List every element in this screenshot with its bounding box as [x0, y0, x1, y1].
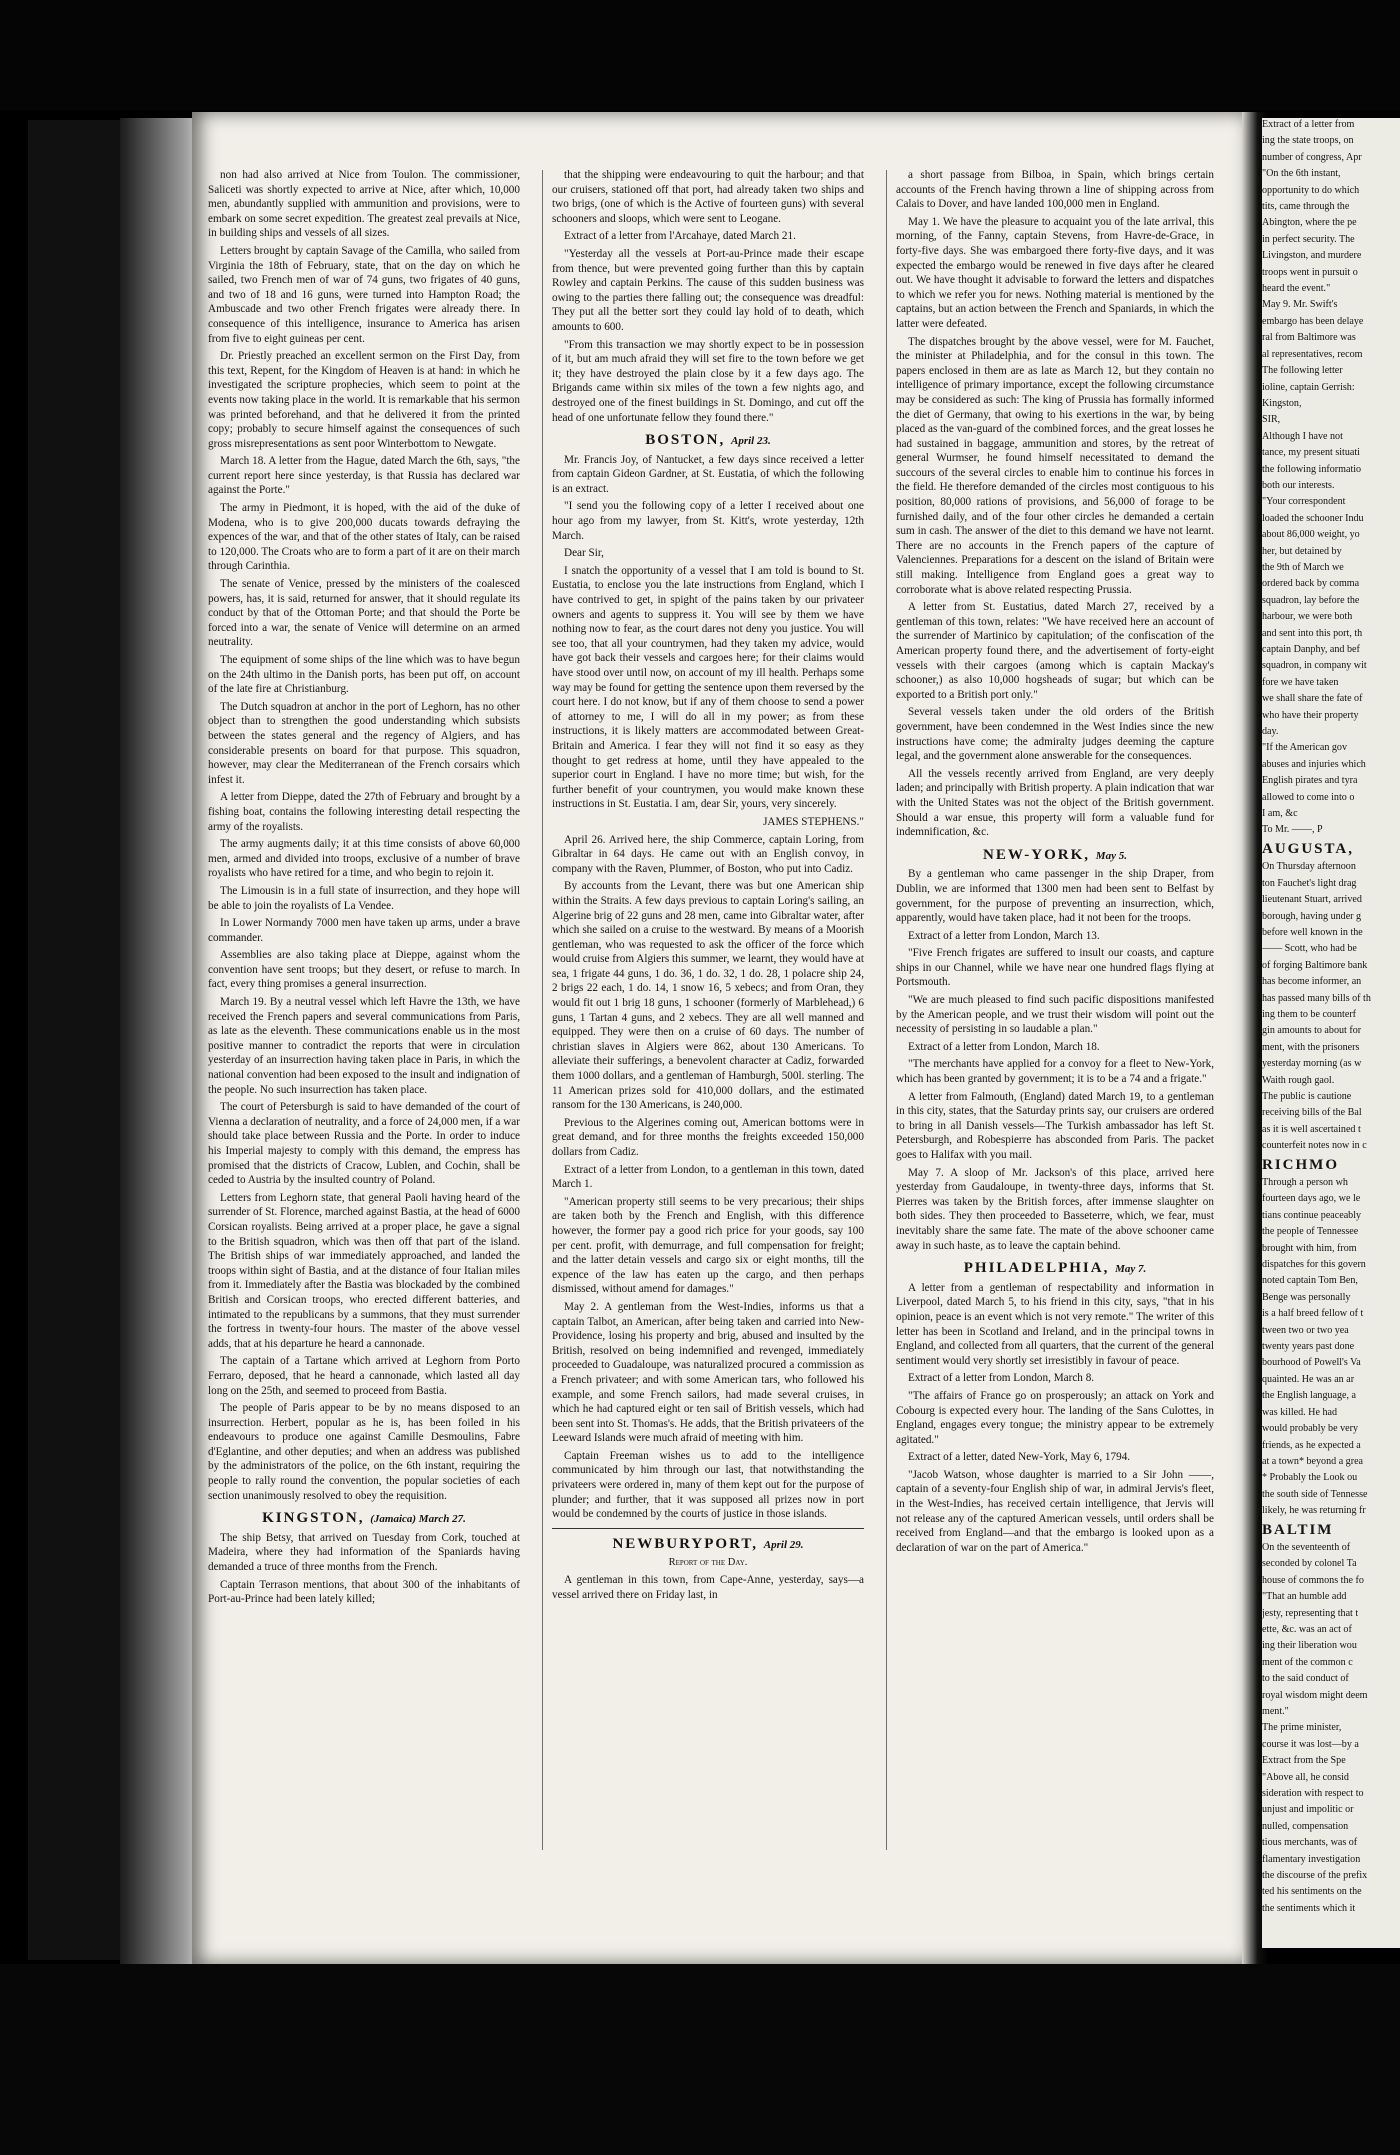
- article-paragraph: Dear Sir,: [564, 547, 604, 560]
- facing-line: the south side of Tennesse: [1262, 1488, 1368, 1500]
- facing-line: we shall share the fate of: [1262, 693, 1363, 705]
- bottom-border: [0, 1964, 1400, 2155]
- section-heading: [1262, 1521, 1400, 1538]
- facing-line: I am, &c: [1262, 808, 1298, 820]
- facing-line: the following informatio: [1262, 463, 1362, 475]
- article-paragraph: By accounts from the Levant, there was but one American ship within the Straits. A few days previous to captain Loring's sailing, an Algerine brig of 22 guns and 28 men, came into Gibraltar water, after which she sailed on a cruise to the westward. By means of a Moorish gentleman, who was requested to ask the officer of the force which would cruise from Algiers this summer, we learnt, they would have at sea, 1 frigate 44 guns, 1 do. 36, 1 do. 32, 1 do. 28, 1 polacre ship 24, 2 brigs 22 each, 1 do. 14, 1 snow 16, 5 xebecs; and from Oran, they would fit out 1 brig 18 guns, 1 schooner (formerly of Marblehead,) 6 guns, 1 Tartan 4 guns, and 2 xebecs. They are all well manned and equipped. They were then on a cruise of 60 days. The number of christian slaves in Algiers were 862, about 130 Americans. To alleviate their sufferings, a benevolent character at Cadiz, forwarded them 1000 dollars, and a gentleman of Hamburgh, 500l. sterling. The 11 American prizes sold for 410,000 dollars, and the estimated ransom for the 130 Americans, is 240,000.: [552, 880, 864, 1112]
- facing-line: "On the 6th instant,: [1262, 168, 1341, 180]
- facing-line: "That an humble add: [1262, 1591, 1347, 1603]
- report-subheading: Report of the Day.: [668, 1557, 748, 1569]
- heading-place: NEW-YORK,: [983, 846, 1091, 863]
- facing-line: Abington, where the pe: [1262, 217, 1357, 229]
- facing-line: The following letter: [1262, 365, 1343, 377]
- facing-line: "If the American gov: [1262, 742, 1347, 754]
- facing-line: of forging Baltimore bank: [1262, 959, 1368, 971]
- article-paragraph: April 26. Arrived here, the ship Commerce, captain Loring, from Gibraltar in 64 days. He came out with an English convoy, in company with the Raven, Plummer, of Boston, who put into Cadiz.: [552, 833, 864, 875]
- article-paragraph: The Dutch squadron at anchor in the port of Leghorn, has no other object than to strengthen the good understanding which subsists between the states general and the regency of Algiers, and has considerable presents on board for that purpose. This squadron, however, may clear the Mediterranean of the French corsairs which infest it.: [208, 700, 520, 786]
- article-paragraph: Previous to the Algerines coming out, American bottoms were in great demand, and for three months the freights exceeded 150,000 dollars from Cadiz.: [552, 1116, 864, 1158]
- facing-line: Extract of a letter from: [1262, 119, 1355, 130]
- facing-line: May 9. Mr. Swift's: [1262, 299, 1338, 311]
- facing-line: captain Danphy, and bef: [1262, 644, 1360, 655]
- article-paragraph: "I send you the following copy of a letter I received about one hour ago from my lawyer, from St. Kitt's, wrote yesterday, 12th March.: [552, 500, 864, 542]
- facing-line: friends, as he expected a: [1262, 1439, 1361, 1451]
- article-paragraph: The people of Paris appear to be by no means disposed to an insurrection. Herbert, popular as he is, has been foiled in his endeavours to produce one against Camille Desmoulins, Fabre d'Eglantine, and other deputies; and when an address was published by the administrators of the police, on the 6th instant, requiring the people to rally round the convention, the popular societies of each section unanimously resolved to obey the requisition.: [208, 1402, 520, 1502]
- article-paragraph: The court of Petersburgh is said to have demanded of the court of Vienna a declaration of neutrality, and a force of 24,000 men, if a war should take place between Russia and the Porte. In order to induce his Imperial majesty to comply with this demand, the empress has promised that the districts of Cracow, Lublen, and Cochin, shall be ceded to Austria by the insulted country of Poland.: [208, 1101, 520, 1187]
- facing-line: who have their property: [1262, 709, 1359, 721]
- facing-line: would probably be very: [1262, 1423, 1358, 1435]
- heading-place: PHILADELPHIA,: [963, 1260, 1110, 1277]
- facing-line: ted his sentiments on the: [1262, 1886, 1362, 1898]
- heading-place: KINGSTON,: [262, 1510, 365, 1527]
- facing-line: tious merchants, was of: [1262, 1837, 1358, 1849]
- article-paragraph: May 7. A sloop of Mr. Jackson's of this place, arrived here yesterday from Gaudaloupe, in twenty-three days, informs that St. Pierres was taken by the British forces, after immense slaughter on both sides. They then proceeded to Basseterre, which, we fear, must inevitably share the same fate. The mate of the above schooner came away in such haste, as to leave the captain behind.: [896, 1166, 1214, 1252]
- article-paragraph: Captain Freeman wishes us to add to the intelligence communicated by him through our last, that notwithstanding the privateers were ordered in, many of them kept out for the purpose of plunder; and further, that it was supposed all prizes now in port would be condemned by the courts of justice in those islands.: [552, 1449, 864, 1521]
- facing-line: counterfeit notes now in c: [1262, 1140, 1367, 1152]
- section-heading: [552, 433, 864, 449]
- facing-page: [1262, 118, 1400, 1948]
- facing-line: borough, having under g: [1262, 910, 1362, 922]
- facing-line: On the seventeenth of: [1262, 1541, 1351, 1553]
- article-paragraph: Dr. Priestly preached an excellent sermon on the First Day, from this text, Repent, for the Kingdom of Heaven is at hand: in which he investigated the scripture prophecies, which seem to point at the events now taking place in the world. It is remarkable that his sermon was printed beforehand, and that he delivered it from the printed copy; probably to secure himself against the consequences of such gross misrepresentations as sent poor Winterbottom to Newgate.: [208, 350, 520, 450]
- article-paragraph: Extract of a letter from London, March 8.: [908, 1372, 1095, 1385]
- article-paragraph: Assemblies are also taking place at Dieppe, against whom the convention have sent troops; but they desert, or refuse to march. In fact, every thing promises a general insurrection.: [208, 949, 520, 991]
- facing-line: her, but detained by: [1262, 545, 1342, 557]
- heading-place: BOSTON,: [645, 432, 726, 449]
- facing-line: fore we have taken: [1262, 676, 1339, 688]
- article-paragraph: March 19. By a neutral vessel which left Havre the 13th, we have received the French papers and several communications from Paris, as late as the eleventh. These communications enable us in the most positive manner to contradict the reports that were in circulation yesterday of an insurrection having taken place in Paris, in which the national convention had been exposed to the insult and indignation of the people. No such insurrection has taken place.: [208, 996, 520, 1096]
- article-paragraph: that the shipping were endeavouring to quit the harbour; and that our cruisers, stationed off that port, had already taken two ships and two brigs, (one of which is the Active of fourteen guns) with several schooners and sloops, which were sent to Leogane.: [552, 169, 864, 225]
- article-paragraph: Extract of a letter from London, March 18.: [908, 1040, 1100, 1053]
- divider: [552, 1528, 864, 1529]
- facing-line: allowed to come into o: [1262, 791, 1355, 803]
- facing-line: yesterday morning (as w: [1262, 1058, 1362, 1070]
- facing-line: at a town* beyond a grea: [1262, 1455, 1364, 1467]
- facing-line: and sent into this port, th: [1262, 627, 1363, 639]
- facing-line: loaded the schooner Indu: [1262, 512, 1364, 524]
- article-paragraph: The army augments daily; it at this time consists of above 60,000 men, armed and divided into troops, exclusive of a number of brave royalists who have retired for a time, and who begin to rejoin it.: [208, 838, 520, 880]
- facing-line: has passed many bills of th: [1262, 992, 1371, 1004]
- facing-line: al representatives, recom: [1262, 348, 1363, 360]
- facing-line: both our interests.: [1262, 479, 1335, 491]
- facing-line: Waith rough gaol.: [1262, 1074, 1335, 1086]
- facing-line: On Thursday afternoon: [1262, 861, 1356, 873]
- binding-edge: [120, 118, 200, 1968]
- article-paragraph: Extract of a letter from London, March 13.: [908, 929, 1100, 942]
- facing-line: royal wisdom might deem: [1262, 1689, 1368, 1701]
- facing-line: the people of Tennessee: [1262, 1226, 1359, 1238]
- facing-line: ing their liberation wou: [1262, 1640, 1357, 1652]
- article-paragraph: Extract of a letter, dated New-York, May 6, 1794.: [908, 1451, 1131, 1464]
- facing-line: ment, with the prisoners: [1262, 1041, 1360, 1053]
- article-paragraph: The captain of a Tartane which arrived at Leghorn from Porto Ferraro, deposed, that he heard a cannonade, which lasted all day long on the 25th, and seemed to proceed from Bastia.: [208, 1355, 520, 1397]
- facing-line: embargo has been delaye: [1262, 315, 1364, 327]
- section-heading: [896, 1261, 1214, 1277]
- facing-line: The public is cautione: [1262, 1090, 1352, 1102]
- facing-line: is a half breed fellow of t: [1262, 1308, 1364, 1320]
- facing-line: jesty, representing that t: [1262, 1607, 1359, 1619]
- facing-line: tians continue peaceably: [1262, 1209, 1362, 1221]
- section-heading: [896, 848, 1214, 864]
- facing-line: the 9th of March we: [1262, 561, 1344, 573]
- article-paragraph: All the vessels recently arrived from England, are very deeply laden; and principally with British property. A plain indication that war with the United States was not the object of the British government. Should a war ensue, this property will form a valuable fund for indemnification, &c.: [896, 767, 1214, 839]
- facing-page-column: [1262, 118, 1400, 1918]
- top-border: [0, 0, 1400, 110]
- heading-place: AUGUSTA,: [1262, 840, 1354, 857]
- facing-line: as it is well ascertained t: [1262, 1123, 1361, 1135]
- facing-line: gin amounts to about for: [1262, 1025, 1362, 1037]
- facing-line: squadron, lay before the: [1262, 594, 1360, 606]
- article-paragraph: By a gentleman who came passenger in the ship Draper, from Dublin, we are informed that 1300 men had been sent to Belfast by government, for the purpose of preventing an insurrection, which, apparently, would have taken place, had it not been for the troops.: [896, 868, 1214, 925]
- facing-line: Although I have not: [1262, 430, 1343, 442]
- column-rule: [886, 170, 887, 1850]
- heading-place: NEWBURYPORT,: [612, 1535, 759, 1552]
- article-paragraph: Letters from Leghorn state, that general Paoli having heard of the surrender of St. Florence, marched against Bastia, at the head of 6000 Corsican royalists. Being arrived at a proper place, he gave a signal to the British squadron, which was then off that part of the island. The British ships of war immediately approached, and landed the troops within sight of Bastia, and at the distance of four Italian miles from it. Immediately after the Bastia was blockaded by the combined British and Corsican troops, who erected different batteries, and intimated to the republicans by a summons, that they must surrender the fortress in twenty-four hours. The master of the above vessel adds, that at his departure he heard a cannonade.: [208, 1191, 520, 1350]
- article-paragraph: Letters brought by captain Savage of the Camilla, who sailed from Virginia the 18th of February, state, that on the day on which he sailed, two French men of war of 74 guns, two frigates of 40 guns, and two of 18 and 16 guns, were turned into Hampton Road; the Ambuscade and two other French frigates were already there. In consequence of this intelligence, insurance to America has arisen from five to eight guineas per cent.: [208, 244, 520, 345]
- facing-line: nulled, compensation: [1262, 1820, 1349, 1832]
- facing-line: "Your correspondent: [1262, 496, 1346, 508]
- facing-line: receiving bills of the Bal: [1262, 1107, 1362, 1119]
- facing-line: tits, came through the: [1262, 201, 1350, 213]
- facing-line: was killed. He had: [1262, 1406, 1338, 1418]
- article-paragraph: Extract of a letter from l'Arcahaye, dated March 21.: [564, 230, 796, 243]
- article-paragraph: A gentleman in this town, from Cape-Anne, yesterday, says—a vessel arrived there on Friday last, in: [552, 1574, 864, 1601]
- facing-line: ment of the common c: [1262, 1656, 1353, 1668]
- facing-line: squadron, in company wit: [1262, 660, 1367, 672]
- facing-line: to the said conduct of: [1262, 1673, 1349, 1685]
- article-paragraph: A letter from St. Eustatius, dated March 27, received by a gentleman of this town, relates: "We have received here an account of the surrender of Martinico by capitulation; of the confiscation of the American property found there, and the advertisement of forty-eight vessels with their cargoes (among which is captain Mackay's schooner,) as also 10,000 hogsheads of sugar; but which can be exported to a British port only.": [896, 601, 1214, 701]
- facing-line: troops went in pursuit o: [1262, 266, 1358, 278]
- section-heading: [1262, 1156, 1400, 1173]
- facing-line: fourteen days ago, we le: [1262, 1193, 1361, 1205]
- article-paragraph: March 18. A letter from the Hague, dated March the 6th, says, "the current report here since yesterday, is that Russia has declared war against the Porte.": [208, 455, 520, 497]
- article-paragraph: May 1. We have the pleasure to acquaint you of the late arrival, this morning, of the Fanny, captain Stevens, from Havre-de-Grace, in forty-five days. She was embargoed there forty-five days, and it was expected the embargo would be renewed in five days after he cleared out. We have thought it advisable to forward the letters and dispatches to which we refer you for news. Nothing material is mentioned by the captains, but an action between the French and Spaniards, in which the latter were defeated.: [896, 215, 1214, 330]
- heading-date: April 23.: [731, 435, 771, 448]
- article-paragraph: A letter from Falmouth, (England) dated March 19, to a gentleman in this city, states, that the Saturday prints say, our cruisers are ordered to bring in all Danish vessels—The Turkish ambassador has left St. Petersburgh, and Robespierre has absconded from Paris. The packet goes to Halifax with you mail.: [896, 1090, 1214, 1161]
- article-paragraph: The ship Betsy, that arrived on Tuesday from Cork, touched at Madeira, where they had information of the Spaniards having demanded a truce of three months from the French.: [208, 1531, 520, 1574]
- facing-line: flamentary investigation: [1262, 1853, 1361, 1865]
- article-paragraph: The dispatches brought by the above vessel, were for M. Fauchet, the minister at Philadelphia, and for the consul in this town. The papers enclosed in them are as late as March 12, but they contain no intelligence of primary importance, except the following circumstance may be considered as such: The king of Prussia has formally informed the diet of Germany, that owing to his exertions in the war, by being placed as the van-guard of the combined forces, and the great losses he had sustained in baggage, ammunition and stores, by the retreat of general Wurmser, he found himself necessitated to demand the succours of the several circles to enable him to continue his forces in the field. He therefore demanded of the circles most contiguous to his position, 80,000 rations of provisions, and 56,000 of forage to be furnished daily, and of the four other circles he demanded a certain sum in cash. The answer of the diet to this demand we have not learnt. There are no accounts in the French papers of the capture of Valenciennes. Preparations for a descent on the island of Britain were still making. Intelligence from England goes a great way to corroborate what is above related respecting Prussia.: [896, 335, 1214, 596]
- facing-line: The prime minister,: [1262, 1722, 1342, 1734]
- facing-line: Through a person wh: [1262, 1177, 1348, 1188]
- facing-line: tween two or two yea: [1262, 1324, 1349, 1336]
- facing-line: Benge was personally: [1262, 1291, 1351, 1303]
- article-paragraph: "From this transaction we may shortly expect to be in possession of it, but am much afraid they will set fire to the town before we get it; they have destroyed the plain close by it a few days ago. The Brigands came within six miles of the town a few nights ago, and destroyed one of the finest buildings in St. Domingo, and cut off the head of one unfortunate fellow they found there.": [552, 338, 864, 424]
- facing-line: Kingston,: [1262, 397, 1302, 409]
- heading-date: May 5.: [1095, 849, 1127, 862]
- section-heading: [208, 1511, 520, 1527]
- facing-line: house of commons the fo: [1262, 1574, 1364, 1586]
- article-paragraph: "We are much pleased to find such pacific dispositions manifested by the American people, and we trust their wisdom will point out the necessity of persisting in so laudable a plan.": [896, 994, 1214, 1036]
- article-paragraph: Mr. Francis Joy, of Nantucket, a few days since received a letter from captain Gideon Gardner, at St. Eustatia, of which the following is an extract.: [552, 453, 864, 495]
- facing-line: heard the event.": [1262, 283, 1331, 295]
- column-2: [552, 168, 864, 1605]
- facing-line: ton Fauchet's light drag: [1262, 877, 1357, 889]
- facing-line: opportunity to do which: [1262, 184, 1360, 196]
- facing-line: has become informer, an: [1262, 976, 1362, 988]
- facing-line: course it was lost—by a: [1262, 1738, 1359, 1750]
- facing-line: about 86,000 weight, yo: [1262, 529, 1360, 541]
- facing-line: dispatches for this govern: [1262, 1259, 1366, 1271]
- section-heading: [552, 1537, 864, 1553]
- facing-line: tance, my present situati: [1262, 447, 1360, 459]
- facing-line: lieutenant Stuart, arrived: [1262, 894, 1362, 906]
- facing-line: bourhood of Powell's Va: [1262, 1357, 1361, 1369]
- facing-line: Extract from the Spe: [1262, 1755, 1346, 1767]
- heading-place: RICHMO: [1262, 1156, 1339, 1173]
- facing-line: the sentiments which it: [1262, 1902, 1356, 1914]
- facing-line: SIR,: [1262, 414, 1281, 426]
- heading-place: BALTIM: [1262, 1521, 1334, 1538]
- article-paragraph: A letter from Dieppe, dated the 27th of February and brought by a fishing boat, contains the following interesting detail respecting the army of the royalists.: [208, 791, 520, 833]
- facing-line: English pirates and tyra: [1262, 775, 1358, 787]
- facing-line: noted captain Tom Ben,: [1262, 1275, 1358, 1287]
- article-paragraph: The senate of Venice, pressed by the ministers of the coalesced powers, has, it is said, returned for answer, that it should regulate its conduct by that of the Ottoman Porte; and that should the Porte be forced into a war, the senate of Venice will determine on an armed neutrality.: [208, 578, 520, 649]
- facing-line: ette, &c. was an act of: [1262, 1623, 1352, 1635]
- article-paragraph: Captain Terrason mentions, that about 300 of the inhabitants of Port-au-Prince had been lately killed;: [208, 1578, 520, 1606]
- article-paragraph: non had also arrived at Nice from Toulon. The commissioner, Saliceti was shortly expected to arrive at Nice, after which, 10,000 men, abundantly supplied with ammunition and provisions, were to embark on some secret expedition. The greatest zeal prevails at Nice, in building ships and vessels of all sizes.: [208, 169, 520, 240]
- heading-date: May 7.: [1115, 1263, 1147, 1276]
- facing-line: ioline, captain Gerrish:: [1262, 381, 1355, 393]
- heading-date: (Jamaica) March 27.: [370, 1513, 466, 1526]
- article-paragraph: I snatch the opportunity of a vessel that I am told is bound to St. Eustatia, to enclose you the late instructions from England, which I have contrived to get, in spight of the pains taken by our privateer owners and agents to suppress it. You will see by them we have nothing now to fear, as the court dares not deny you justice. You will see too, that all your countrymen, had they taken my advice, would have got back their vessels and cargoes here; for their claims would have stood over until now, on account of my ill health. Perhaps some way may be found for getting the sentence upon them reversed by the court here. I do not know, but if any of them choose to send a power of attorney to me, I will do all in my power; as from these instructions, it is likely matters are accommodated between Great-Britain and America. I fear they will not find it so easy as they thought to get redress at home, until they have appealed to the superior court in England. I have no more time; but wish, for the further benefit of your countrymen, you would make known these instructions in St. Eustatia. I am, dear Sir, yours, very sincerely.: [552, 564, 864, 811]
- facing-line: quainted. He was an ar: [1262, 1373, 1355, 1385]
- article-paragraph: "Yesterday all the vessels at Port-au-Prince made their escape from thence, but were prevented going further than this by captain Rowley and captain Perkins. The cause of this sudden business was owing to the parties there falling out; the consequence was dreadful: They put all the better sort they could lay hold of to death, which amounts to 600.: [552, 247, 864, 333]
- heading-date: April 29.: [763, 1538, 804, 1551]
- article-paragraph: The equipment of some ships of the line which was to have begun on the 24th ultimo in the Danish ports, has been put off, on account of the late fire at Christianburg.: [208, 654, 520, 696]
- article-paragraph: "The merchants have applied for a convoy for a fleet to New-York, which has been granted by government; it is to be a 74 and a frigate.": [896, 1058, 1214, 1086]
- book-binding: [28, 120, 124, 1960]
- facing-line: Livingston, and murdere: [1262, 250, 1362, 262]
- article-paragraph: A letter from a gentleman of respectability and information in Liverpool, dated March 5, to his friend in this city, says, "that in his opinion, peace is an event which is not very remote." The writer of this letter has been in Scotland and Ireland, and in the principal towns in England, and collected from all quarters, that the current of the general sentiment would very shortly set irresistibly in favour of peace.: [896, 1281, 1214, 1367]
- facing-line: "Above all, he consid: [1262, 1771, 1349, 1783]
- facing-line: abuses and injuries which: [1262, 758, 1366, 770]
- facing-line: ment.": [1262, 1706, 1289, 1717]
- facing-line: ordered back by comma: [1262, 578, 1360, 590]
- facing-line: * Probably the Look ou: [1262, 1472, 1358, 1484]
- facing-line: likely, he was returning fr: [1262, 1505, 1366, 1517]
- facing-line: brought with him, from: [1262, 1242, 1357, 1254]
- column-rule: [542, 170, 543, 1850]
- facing-line: ing them to be counterf: [1262, 1008, 1357, 1020]
- article-paragraph: "Five French frigates are suffered to insult our coasts, and capture ships in our Channel, while we have near one hundred flags flying at Portsmouth.: [896, 947, 1214, 989]
- facing-line: ral from Baltimore was: [1262, 332, 1356, 344]
- section-heading: [1262, 840, 1400, 857]
- facing-line: number of congress, Apr: [1262, 151, 1362, 163]
- facing-line: before well known in the: [1262, 926, 1363, 938]
- facing-line: in perfect security. The: [1262, 233, 1355, 245]
- facing-line: To Mr. ——, P: [1262, 824, 1323, 836]
- facing-line: twenty years past done: [1262, 1341, 1355, 1353]
- facing-line: unjust and impolitic or: [1262, 1804, 1354, 1816]
- column-3: [896, 168, 1214, 1558]
- facing-line: day.: [1262, 726, 1279, 738]
- facing-line: the English language, a: [1262, 1390, 1357, 1402]
- article-paragraph: The Limousin is in a full state of insurrection, and they hope will be able to join the royalists of La Vendee.: [208, 884, 520, 912]
- article-paragraph: In Lower Normandy 7000 men have taken up arms, under a brave commander.: [208, 917, 520, 944]
- article-paragraph: "Jacob Watson, whose daughter is married to a Sir John ——, captain of a seventy-four English ship of war, in admiral Jervis's fleet, in the West-Indies, has received certain intelligence, that Jervis will not release any of the captured American vessels, until orders shall be received from England—and that the embargo is looked upon as a declaration of war on the part of America.": [896, 1468, 1214, 1554]
- facing-line: —— Scott, who had be: [1262, 943, 1357, 955]
- article-paragraph: The army in Piedmont, it is hoped, with the aid of the duke of Modena, who is to give 200,000 ducats towards defraying the expences of the war, and that of the other states of Italy, can be raised to 120,000. The Croats who are to form a part of it are on their march through Carinthia.: [208, 502, 520, 573]
- article-paragraph: "American property still seems to be very precarious; their ships are taken both by the French and English, with this difference however, the former pay a good rich price for your goods, say 100 per cent. profit, with demurrage, and full compensation for freight; and the latter detain vessels and cargo six or eight months, till the expence of the law has eaten up the cargo, and then perhaps dismissed, without amend for damages.": [552, 1195, 864, 1296]
- article-paragraph: Several vessels taken under the old orders of the British government, have been condemned in the West Indies since the new instructions have come; the admiralty judges deeming the capture legal, and the government alone answerable for the consequences.: [896, 706, 1214, 763]
- article-paragraph: Extract of a letter from London, to a gentleman in this town, dated March 1.: [552, 1163, 864, 1191]
- facing-line: the discourse of the prefix: [1262, 1870, 1368, 1882]
- article-paragraph: a short passage from Bilboa, in Spain, which brings certain accounts of the French having thrown a line of shipping across from Calais to Dover, and have landed 100,000 men in England.: [896, 169, 1214, 211]
- column-1: [208, 168, 520, 1610]
- signature: JAMES STEPHENS.": [763, 815, 864, 828]
- facing-line: harbour, we were both: [1262, 611, 1353, 623]
- article-paragraph: "The affairs of France go on prosperously; an attack on York and Cobourg is expected every hour. The landing of the Sans Culottes, in England, engages every tongue; the ministry appear to be extremely agitated.": [896, 1389, 1214, 1446]
- facing-line: sideration with respect to: [1262, 1788, 1364, 1800]
- facing-line: seconded by colonel Ta: [1262, 1558, 1357, 1570]
- article-paragraph: May 2. A gentleman from the West-Indies, informs us that a captain Talbot, an American, after being taken and carried into New-Providence, losing his property and brig, abused and insulted by the British, resolved on being indemnified and revenged, immediately proceeded to Guadaloupe, was naturalized procured a commission as a French privateer; and with some American tars, who followed his example, and some French sailors, had made several cruises, in which he had captured eight or ten sail of British vessels, which had been sent into St. Thomas's. He adds, that the British privateers of the Leeward Islands were much afraid of meeting with him.: [552, 1300, 864, 1445]
- facing-line: ing the state troops, on: [1262, 135, 1354, 147]
